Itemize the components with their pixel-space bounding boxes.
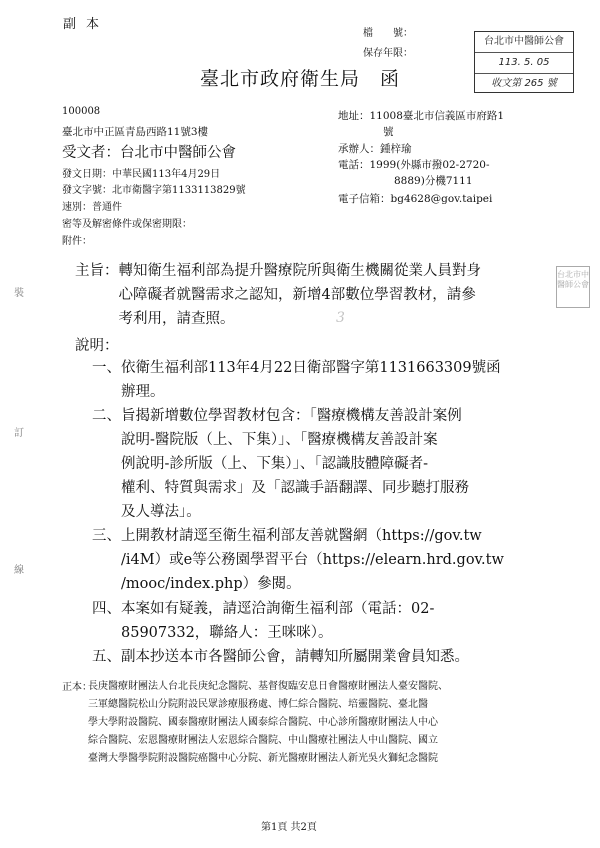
item-line: 辦理。 — [92, 384, 165, 400]
margin-mark-fold: 訂 — [14, 428, 24, 439]
retention-label: 保存年限： — [363, 48, 413, 59]
item-line: 一、依衛生福利部113年4月22日衛部醫字第1131663309號函 — [92, 360, 501, 376]
explain-label: 說明： — [75, 338, 119, 354]
contact-email: 電子信箱：bg4628@gov.taipei — [338, 193, 493, 205]
issue-number: 發文字號：北市衛醫字第1133113829號 — [62, 185, 246, 196]
item-line: 及人導法」。 — [92, 504, 201, 520]
receipt-stamp — [474, 31, 574, 93]
subject — [75, 259, 481, 331]
item-line: 五、副本抄送本市各醫師公會，請轉知所屬開業會員知悉。 — [92, 649, 469, 665]
contact-address-line1: 地址：11008臺北市信義區市府路1 — [338, 110, 505, 122]
secrecy-level: 密等及解密條件或保密期限： — [62, 219, 192, 230]
cc-line: 綜合醫院、宏恩醫療財團法人宏恩綜合醫院、中山醫療社團法人中山醫院、國立 — [88, 735, 438, 746]
sender-zip: 100008 — [62, 106, 101, 117]
contact-phone-line2: 8889)分機7111 — [394, 175, 473, 187]
item-line: /mooc/index.php）參閱。 — [92, 576, 301, 592]
contact-address-line2: 號 — [383, 126, 394, 138]
subject-line: 考利用，請查照。 — [75, 311, 235, 327]
stamp-receipt-number: 收文第 265 號 — [491, 78, 557, 89]
item-line: 權利、特質與需求」及「認識手語翻譯、同步聽打服務 — [92, 480, 469, 496]
issue-date: 發文日期：中華民國113年4月29日 — [62, 169, 221, 180]
explain-item-1 — [92, 356, 501, 404]
copy-mark: 副本 — [63, 17, 110, 32]
item-line: 三、上開教材請逕至衛生福利部友善就醫網（https://gov.tw — [92, 528, 482, 544]
margin-mark-bind: 裝 — [14, 288, 24, 299]
cc-line: 三軍總醫院松山分院附設民眾診療服務處、博仁綜合醫院、培靈醫院、臺北醫 — [88, 699, 428, 710]
speed-class: 速別：普通件 — [62, 202, 122, 213]
document-title: 臺北市政府衛生局 函 — [200, 68, 401, 90]
cc-label: 正本： — [62, 682, 92, 693]
item-line: /i4M）或e等公務園學習平台（https://elearn.hrd.gov.tw — [92, 552, 504, 568]
page-number: 第1頁 共2頁 — [261, 822, 317, 833]
item-line: 二、旨揭新增數位學習教材包含：「醫療機構友善設計案例 — [92, 408, 462, 424]
stamp-date: 113. 5. 05 — [475, 53, 573, 74]
cc-line: 長庚醫療財團法人台北長庚紀念醫院、基督復臨安息日會醫療財團法人臺安醫院、 — [88, 681, 448, 692]
subject-line: 主旨：轉知衛生福利部為提升醫療院所與衛生機關從業人員對身 — [75, 263, 481, 279]
explain-item-2 — [92, 404, 469, 524]
sender-address: 臺北市中正區青島西路11號3樓 — [62, 126, 209, 138]
item-line: 四、本案如有疑義，請逕洽詢衛生福利部（電話：02- — [92, 601, 435, 617]
margin-mark-line: 線 — [14, 565, 24, 576]
explain-item-5 — [92, 645, 469, 669]
cc-list — [88, 678, 448, 768]
explain-item-3 — [92, 524, 504, 596]
contact-phone-line1: 電話：1999(外縣市撥02-2720- — [338, 159, 490, 171]
faint-stamp: 3 — [336, 310, 345, 326]
cc-line: 學大學附設醫院、國泰醫療財團法人國泰綜合醫院、中心診所醫療財團法人中心 — [88, 717, 438, 728]
explain-item-4 — [92, 597, 434, 645]
item-line: 說明-醫院版（上、下集）」、「醫療機構友善設計案 — [92, 432, 438, 448]
item-line: 例說明-診所版（上、下集）」、「認識肢體障礙者- — [92, 456, 429, 472]
recipient: 受文者：台北市中醫師公會 — [62, 145, 236, 161]
item-line: 85907332，聯絡人：王咪咪）。 — [92, 625, 333, 641]
attachment: 附件： — [62, 236, 92, 247]
subject-line: 心障礙者就醫需求之認知，新增4部數位學習教材，請參 — [75, 287, 476, 303]
side-seal: 台北市中醫師公會 — [556, 266, 590, 308]
file-number-label: 檔 號： — [363, 28, 413, 39]
stamp-org: 台北市中醫師公會 — [475, 32, 573, 53]
cc-line: 臺灣大學醫學院附設醫院癌醫中心分院、新光醫療財團法人新光吳火獅紀念醫院 — [88, 753, 438, 764]
contact-handler: 承辦人：鍾梓瑜 — [338, 143, 412, 155]
